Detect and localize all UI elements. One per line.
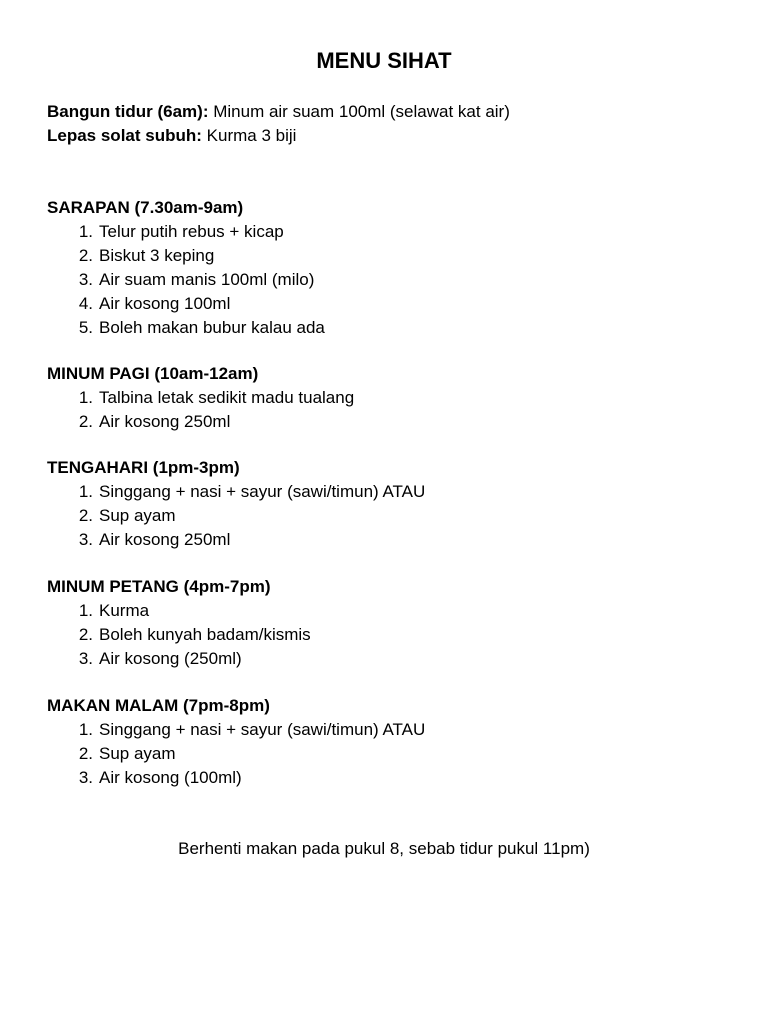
- section-makan-malam: [47, 694, 727, 790]
- list-item: [47, 742, 727, 766]
- item-text: Singgang + nasi + sayur (sawi/timun) ATAU: [99, 482, 426, 501]
- item-number: 2.: [78, 246, 93, 265]
- list-item: [47, 244, 727, 268]
- list-item: [47, 504, 727, 528]
- item-text: Sup ayam: [99, 744, 176, 763]
- section-minum-petang: [47, 575, 727, 671]
- list-item: [47, 528, 727, 552]
- item-number: 1.: [78, 720, 93, 739]
- item-text: Telur putih rebus + kicap: [99, 222, 284, 241]
- item-list: [47, 386, 727, 434]
- footer-note: Berhenti makan pada pukul 8, sebab tidur pukul 11pm): [178, 839, 590, 858]
- item-number: 2.: [78, 506, 93, 525]
- intro-line-wake-up: [47, 100, 727, 124]
- intro-text: Minum air suam 100ml (selawat kat air): [208, 102, 510, 121]
- item-number: 1.: [78, 601, 93, 620]
- item-number: 2.: [78, 412, 93, 431]
- item-number: 2.: [78, 744, 93, 763]
- section-heading: MINUM PAGI (10am-12am): [47, 364, 259, 383]
- intro-label: Lepas solat subuh:: [47, 126, 202, 145]
- section-heading: MINUM PETANG (4pm-7pm): [47, 577, 271, 596]
- item-text: Singgang + nasi + sayur (sawi/timun) ATAU: [99, 720, 426, 739]
- list-item: [47, 386, 727, 410]
- section-heading: TENGAHARI (1pm-3pm): [47, 458, 240, 477]
- item-text: Air kosong 250ml: [99, 530, 231, 549]
- section-sarapan: [47, 196, 727, 340]
- list-item: [47, 623, 727, 647]
- item-list: [47, 599, 727, 671]
- list-item: [47, 766, 727, 790]
- item-number: 1.: [78, 222, 93, 241]
- intro-label: Bangun tidur (6am):: [47, 102, 209, 121]
- intro-line-after-subuh: [47, 124, 727, 148]
- section-heading: MAKAN MALAM (7pm-8pm): [47, 696, 270, 715]
- list-item: [47, 647, 727, 671]
- intro-text: Kurma 3 biji: [201, 126, 297, 145]
- list-item: [47, 316, 727, 340]
- item-number: 2.: [78, 625, 93, 644]
- item-number: 5.: [78, 318, 93, 337]
- list-item: [47, 599, 727, 623]
- intro-block: [47, 100, 727, 148]
- item-number: 1.: [78, 482, 93, 501]
- item-number: 3.: [78, 649, 93, 668]
- item-text: Boleh makan bubur kalau ada: [99, 318, 325, 337]
- item-number: 3.: [78, 530, 93, 549]
- list-item: [47, 480, 727, 504]
- item-text: Kurma: [99, 601, 150, 620]
- section-minum-pagi: [47, 362, 727, 434]
- item-text: Biskut 3 keping: [99, 246, 215, 265]
- list-item: [47, 718, 727, 742]
- page-title: MENU SIHAT: [316, 48, 452, 73]
- item-number: 3.: [78, 768, 93, 787]
- item-text: Air kosong (250ml): [99, 649, 242, 668]
- list-item: [47, 220, 727, 244]
- section-tengahari: [47, 456, 727, 552]
- list-item: [47, 292, 727, 316]
- item-text: Air kosong 250ml: [99, 412, 231, 431]
- item-number: 4.: [78, 294, 93, 313]
- item-text: Air suam manis 100ml (milo): [99, 270, 315, 289]
- item-text: Boleh kunyah badam/kismis: [99, 625, 311, 644]
- item-list: [47, 718, 727, 790]
- list-item: [47, 268, 727, 292]
- list-item: [47, 410, 727, 434]
- item-text: Talbina letak sedikit madu tualang: [99, 388, 355, 407]
- item-list: [47, 480, 727, 552]
- item-text: Air kosong 100ml: [99, 294, 231, 313]
- item-list: [47, 220, 727, 340]
- item-text: Air kosong (100ml): [99, 768, 242, 787]
- item-text: Sup ayam: [99, 506, 176, 525]
- item-number: 3.: [78, 270, 93, 289]
- item-number: 1.: [78, 388, 93, 407]
- section-heading: SARAPAN (7.30am-9am): [47, 198, 244, 217]
